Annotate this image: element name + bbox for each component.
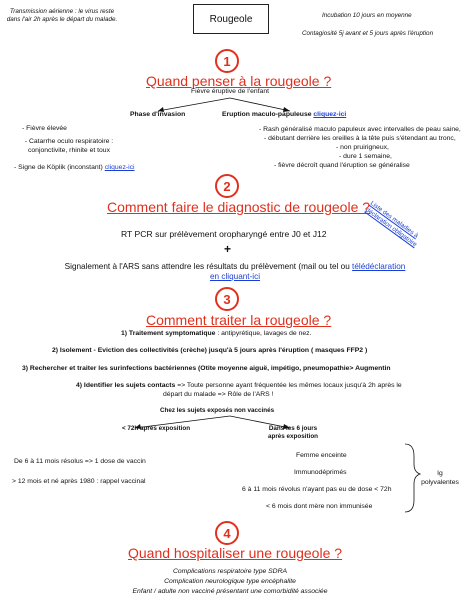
eruption-item-4: - dure 1 semaine, [339,153,392,160]
invasion-item-3: - Signe de Köplik (inconstant) [14,164,105,171]
section-1-number: 1 [215,49,239,73]
pcr-text: RT PCR sur prélèvement oropharyngé entre J0 et J12 [121,229,327,239]
eruption-label: Eruption maculo-papuleuse [222,111,314,118]
ig-polyvalentes: Ig polyvalentes [421,470,459,486]
section-3-number: 3 [215,287,239,311]
eruption-item-2: - débutant derrière les oreilles à la tête puis s'étendant au tronc, [264,135,456,142]
vaccine-booster: > 12 mois et né après 1980 : rappel vaccinal [12,478,146,485]
transmission-note: Transmission aérienne : le virus reste dans l'air 2h après le départ du malade. [6,8,118,23]
invasion-label: Phase d'invasion [130,111,186,118]
treatment-1 [121,330,311,339]
hospitalisation-item-3: Enfant / adulte non vacciné présentant une comorbidité associée [132,588,328,595]
root-fievre-eruptive: Fièvre éruptive de l'enfant [191,88,269,95]
treatment-1-text: : antipyrétique, lavages de nez. [215,330,312,337]
page-title-text: Rougeole [209,13,253,25]
contacts-tree-root: Chez les sujets exposés non vaccinés [160,407,275,414]
page-title [193,4,269,34]
vaccine-6-11-months: De 6 à 11 mois résolus => 1 dose de vaccin [14,458,146,465]
invasion-item-1: - Fièvre élevée [22,125,67,132]
branch-less-72h: < 72h après exposition [122,425,191,432]
eruption-label-row [222,111,346,120]
signalement-main: Signalement à l'ARS sans attendre les résultats du prélèvement (mail ou tel ou [64,262,353,271]
hospitalisation-item-1: Complications respiratoire type SDRA [172,568,288,575]
eruption-item-1: - Rash généralisé maculo papuleux avec intervalles de peau saine, [259,126,461,133]
plus-sign: + [224,242,232,256]
ig-6-11-months: 6 à 11 mois révolus n'ayant pas eu de dose < 72h [242,486,392,493]
treatment-4-text-a: => Toute personne ayant fréquentée les mêmes locaux jusqu'à 2h après le [175,382,402,389]
section-2-number: 2 [215,174,239,198]
section-3-heading: Comment traiter la rougeole ? [146,312,332,328]
section-4-heading: Quand hospitaliser une rougeole ? [128,545,343,561]
branch-6-days-line1: Dans les 6 jours [268,425,318,432]
ig-pregnant: Femme enceinte [296,452,347,459]
treatment-4 [76,382,402,391]
branch-6-days-line2: après exposition [267,433,319,440]
mdo-list-link[interactable]: Liste des maladies à déclaration obligatoire [364,200,420,249]
ig-less-6-months: < 6 mois dont mère non immunisée [266,503,373,510]
hospitalisation-item-2: Complication neurologique type encéphalite [164,578,296,585]
teledeclaration-link[interactable]: télédéclaration [352,262,406,271]
treatment-4-text-b: départ du malade => Rôle de l'ARS ! [163,391,274,398]
contagiosite-note: Contagiosité 5j avant et 5 jours après l'éruption [302,30,434,37]
treatment-2: 2) Isolement - Eviction des collectivités (crèche) jusqu'à 5 jours après l'éruption ( masques FFP2 ) [52,347,368,354]
eruption-item-3: - non pruirigneux, [336,144,389,151]
incubation-note: Incubation 10 jours en moyenne [322,12,412,19]
invasion-item-2: - Catarrhe oculo respiratoire : conjonctivite, rhinite et toux [24,138,114,154]
treatment-4-title: 4) Identifier les sujets contacts [76,382,176,389]
treatment-3: 3) Rechercher et traiter les surinfections bactériennes (Otite moyenne aiguë, impétigo, pneumopathie> Augmentin [22,365,391,372]
teledeclaration-link-2[interactable]: en cliquant-ici [209,272,261,281]
ig-immunodeprimes: Immunodéprimés [294,469,347,476]
eruption-item-5: - fièvre décroît quand l'éruption se généralise [274,162,410,169]
signalement-text [30,262,440,282]
branch-6-days [264,425,322,441]
eruption-link[interactable]: cliquez-ici [313,111,347,118]
section-1-heading: Quand penser à la rougeole ? [146,73,332,89]
invasion-item-3-row [14,164,135,173]
section-2-heading: Comment faire le diagnostic de rougeole ? [107,199,371,215]
treatment-1-title: 1) Traitement symptomatique [121,330,216,337]
koplik-link[interactable]: cliquez-ici [104,164,135,171]
section-4-number: 4 [215,521,239,545]
